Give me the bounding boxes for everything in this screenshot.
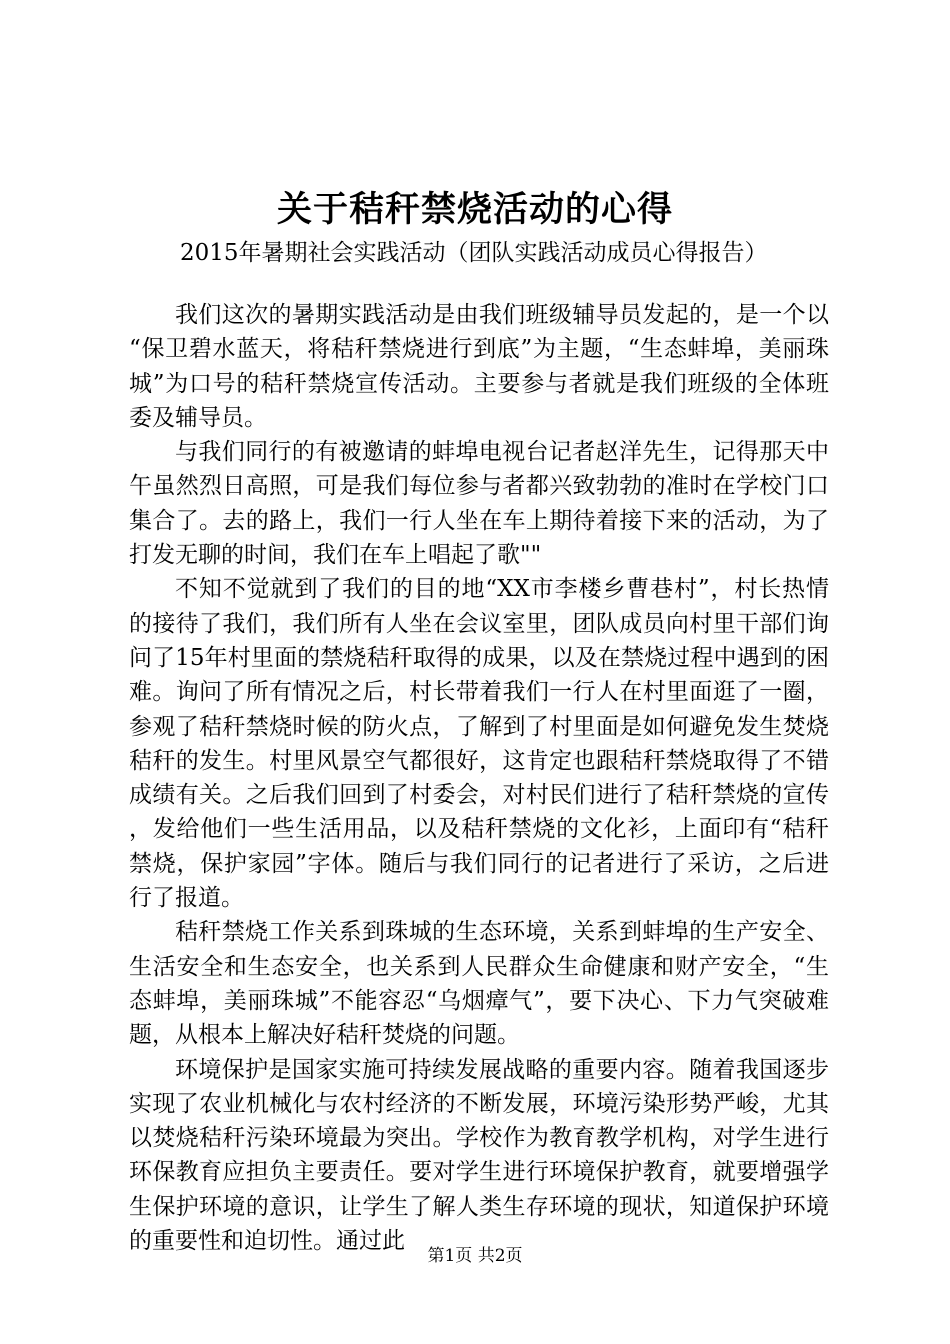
paragraph-1: 我们这次的暑期实践活动是由我们班级辅导员发起的，是一个以“保卫碧水蓝天，将秸秆禁烧进行到底”为主题，“生态蚌埠，美丽珠城”为口号的秸秆禁烧宣传活动。主要参与者就是我们班级的全体班委及辅导员。 xyxy=(129,302,829,431)
document-body xyxy=(129,298,829,1258)
document-title: 关于秸秆禁烧活动的心得 xyxy=(276,189,673,230)
document-subtitle: 2015年暑期社会实践活动（团队实践活动成员心得报告） xyxy=(180,240,768,266)
page-footer: 第1页 共2页 xyxy=(427,1246,523,1266)
paragraph-4: 秸秆禁烧工作关系到珠城的生态环境，关系到蚌埠的生产安全、生活安全和生态安全，也关系到人民群众生命健康和财产安全，“生态蚌埠，美丽珠城”不能容忍“乌烟瘴气”，要下决心、下力气突破难题，从根本上解决好秸秆焚烧的问题。 xyxy=(129,919,829,1049)
paragraph-3: 不知不觉就到了我们的目的地“XX市李楼乡曹巷村”，村长热情的接待了我们，我们所有人坐在会议室里，团队成员向村里干部们询问了15年村里面的禁烧秸秆取得的成果，以及在禁烧过程中遇到的困难。询问了所有情况之后，村长带着我们一行人在村里面逛了一圈，参观了秸秆禁烧时候的防火点，了解到了村里面是如何避免发生焚烧秸秆的发生。村里风景空气都很好，这肯定也跟秸秆禁烧取得了不错成绩有关。之后我们回到了村委会，对村民们进行了秸秆禁烧的宣传，发给他们一些生活用品，以及秸秆禁烧的文化衫，上面印有“秸秆禁烧，保护家园”字体。随后与我们同行的记者进行了采访，之后进行了报道。 xyxy=(129,576,829,912)
paragraph-5: 环境保护是国家实施可持续发展战略的重要内容。随着我国逐步实现了农业机械化与农村经济的不断发展，环境污染形势严峻，尤其以焚烧秸秆污染环境最为突出。学校作为教育教学机构，对学生进行环保教育应担负主要责任。要对学生进行环境保护教育，就要增强学生保护环境的意识，让学生了解人类生存环境的现状，知道保护环境的重要性和迫切性。通过此 xyxy=(129,1056,829,1255)
paragraph-2: 与我们同行的有被邀请的蚌埠电视台记者赵洋先生，记得那天中午虽然烈日高照，可是我们每位参与者都兴致勃勃的准时在学校门口集合了。去的路上，我们一行人坐在车上期待着接下来的活动，为了打发无聊的时间，我们在车上唱起了歌"" xyxy=(129,439,829,569)
